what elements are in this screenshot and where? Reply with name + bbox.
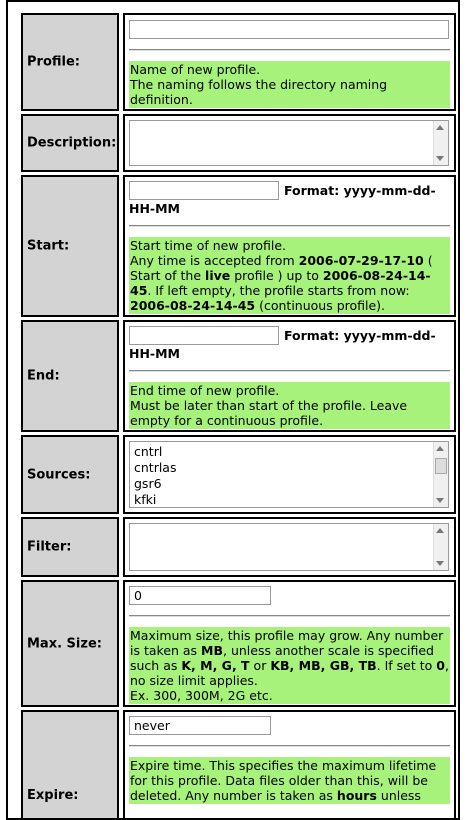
filter-label-cell (21, 517, 119, 577)
divider (129, 370, 450, 372)
end-format-hint-cont: HH-MM (129, 346, 180, 361)
start-time-input[interactable] (129, 181, 279, 200)
help-line: Ex. 300, 300M, 2G etc. (130, 688, 273, 703)
divider (129, 615, 450, 617)
start-field-cell (123, 175, 456, 317)
expire-input[interactable]: never (129, 716, 271, 735)
max-size-field-cell (123, 580, 456, 707)
expire-label-cell (21, 710, 119, 820)
scroll-down-icon[interactable] (436, 498, 444, 503)
start-format-hint: Format: yyyy-mm-dd- (284, 183, 436, 198)
sources-field-cell (123, 435, 456, 514)
description-label: Description: (27, 135, 117, 151)
divider (129, 225, 450, 227)
help-line: Expire time. This specifies the maximum lifetime (130, 758, 437, 773)
scroll-up-icon[interactable] (436, 125, 444, 130)
start-label-cell (21, 175, 119, 317)
profile-field-cell (123, 13, 456, 111)
sources-label: Sources: (27, 467, 91, 482)
help-line: 2006-08-24-14-45 (continuous profile). (130, 298, 386, 313)
scroll-down-icon[interactable] (436, 156, 444, 161)
scroll-up-icon[interactable] (436, 446, 444, 451)
profile-name-input[interactable] (129, 20, 449, 39)
end-field-cell (123, 320, 456, 432)
end-label-cell (21, 320, 119, 432)
expire-label: Expire: (27, 788, 79, 803)
scrollbar[interactable] (433, 524, 448, 570)
expire-help-text (129, 757, 450, 804)
scroll-up-icon[interactable] (436, 528, 444, 533)
source-option[interactable]: cntrlas (134, 460, 177, 475)
max-size-help-text (129, 627, 450, 704)
start-format-hint-cont: HH-MM (129, 201, 180, 216)
filter-field-cell (123, 517, 456, 577)
form-outer-border (6, 0, 460, 820)
scroll-thumb[interactable] (435, 458, 447, 474)
help-line: Any time is accepted from 2006-07-29-17-10 ( (130, 253, 433, 268)
filter-label: Filter: (27, 539, 72, 555)
scrollbar[interactable] (433, 121, 448, 165)
help-line: empty for a continuous profile. (130, 413, 324, 428)
profile-row (18, 13, 454, 111)
divider (129, 745, 450, 747)
expire-row (18, 710, 454, 820)
help-line: Name of new profile. (130, 62, 261, 77)
help-line: Maximum size, this profile may grow. Any number (130, 628, 444, 643)
source-option[interactable]: kfki (134, 492, 157, 507)
sources-row (18, 435, 454, 514)
help-line: The naming follows the directory naming (130, 77, 388, 92)
help-line: is taken as MB, unless another scale is specified (130, 643, 434, 658)
start-help-text (129, 237, 450, 314)
help-line: Start time of new profile. (130, 238, 287, 253)
description-label-cell (21, 114, 119, 172)
max-size-label: Max. Size: (27, 636, 102, 651)
profile-label-cell (21, 13, 119, 111)
help-line: no size limit applies. (130, 673, 258, 688)
help-line: deleted. Any number is taken as hours unless (130, 788, 421, 803)
help-line: End time of new profile. (130, 383, 280, 398)
end-row (18, 320, 454, 432)
scrollbar[interactable] (433, 442, 448, 507)
end-label: End: (27, 368, 60, 384)
sources-multiselect[interactable] (129, 441, 449, 508)
end-time-input[interactable] (129, 326, 279, 345)
description-textarea[interactable] (129, 120, 449, 166)
description-row (18, 114, 454, 172)
end-format-hint: Format: yyyy-mm-dd- (284, 328, 436, 343)
max-size-input[interactable]: 0 (129, 586, 271, 605)
max-size-row (18, 580, 454, 707)
start-label: Start: (27, 238, 70, 254)
help-line: for this profile. Data files older than this, will be (130, 773, 428, 788)
help-line: 45. If left empty, the profile starts from now: (130, 283, 410, 298)
profile-help-text (129, 61, 450, 108)
source-option[interactable]: cntrl (134, 444, 163, 459)
filter-row (18, 517, 454, 577)
profile-label: Profile: (27, 54, 80, 70)
max-size-label-cell (21, 580, 119, 707)
sources-label-cell (21, 435, 119, 514)
help-line: Start of the live profile ) up to 2006-08-24-14- (130, 268, 431, 283)
help-line: such as K, M, G, T or KB, MB, GB, TB. If set to 0, (130, 658, 449, 673)
help-line: Must be later than start of the profile. Leave (130, 398, 408, 413)
start-row (18, 175, 454, 317)
divider (129, 49, 450, 51)
scroll-down-icon[interactable] (436, 561, 444, 566)
expire-field-cell (123, 710, 456, 820)
description-field-cell (123, 114, 456, 172)
filter-textarea[interactable] (129, 523, 449, 571)
end-help-text (129, 382, 450, 429)
source-option[interactable]: gsr6 (134, 476, 162, 491)
help-line: definition. (130, 92, 193, 107)
